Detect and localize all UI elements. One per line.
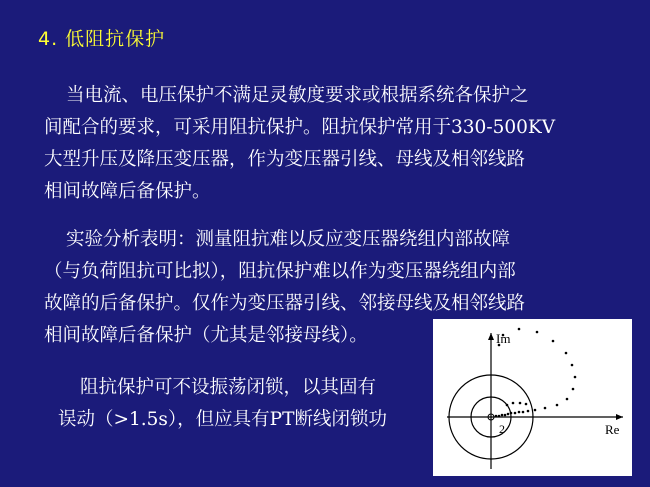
real-axis-arrow xyxy=(616,414,623,420)
paragraph-line: 当电流、电压保护不满足灵敏度要求或根据系统各保护之 xyxy=(66,85,529,106)
paragraph-line: 故障的后备保护。仅作为变压器引线、邻接母线及相邻线路 xyxy=(44,293,526,314)
real-axis-label: Re xyxy=(605,422,620,437)
paragraph-1 xyxy=(44,80,555,208)
watermark xyxy=(510,452,616,472)
paragraph-line: 间配合的要求，可采用阻抗保护。阻抗保护常用于330-500KV xyxy=(44,117,556,138)
paragraph-line: 相间故障后备保护（尤其是邻接母线）。 xyxy=(44,325,368,346)
point-label: 2 xyxy=(499,422,505,436)
paragraph-line: 实验分析表明：测量阻抗难以反应变压器绕组内部故障 xyxy=(66,229,511,250)
paragraph-3 xyxy=(58,372,387,436)
wechat-icon xyxy=(510,455,528,469)
imag-axis-arrow xyxy=(488,333,494,340)
paragraph-line: （与负荷阻抗可比拟），阻抗保护难以作为变压器绕组内部 xyxy=(44,261,516,282)
watermark-text: 思仿继电保护 xyxy=(532,455,616,471)
slide-title: 4. 低阻抗保护 xyxy=(38,28,166,50)
paragraph-line: 阻抗保护可不设振荡闭锁，以其固有 xyxy=(80,377,377,398)
imag-axis-label: Im xyxy=(496,331,511,346)
paragraph-line: 大型升压及降压变压器，作为变压器引线、母线及相邻线路 xyxy=(44,149,526,170)
paragraph-line: 相间故障后备保护。 xyxy=(44,181,211,202)
paragraph-line: 误动（>1.5s），但应具有PT断线闭锁功 xyxy=(58,409,387,430)
